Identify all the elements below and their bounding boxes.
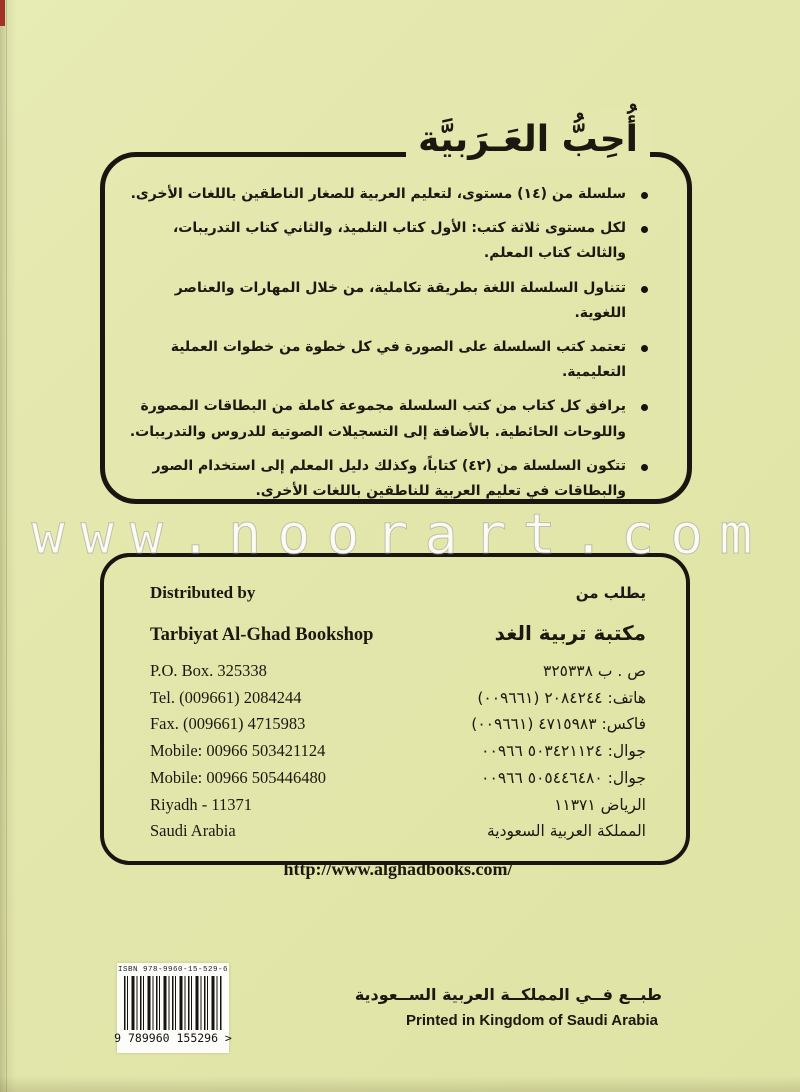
city-ar: الرياض ١١٣٧١ [554, 795, 646, 814]
contact-row-fax [150, 711, 646, 738]
country-en: Saudi Arabia [150, 821, 236, 841]
bullet-text: تتناول السلسلة اللغة بطريقة تكاملية، من خلال المهارات والعناصر اللغوية. [174, 279, 626, 321]
contact-row-tel [150, 685, 646, 712]
series-bullet-list [128, 182, 648, 513]
bullet-text: يرافق كل كتاب من كتب السلسلة مجموعة كاملة من البطاقات المصورة واللوحات الحائطية. بالأضافة إلى التسجيلات الصوتية للدروس والتدريبات. [129, 398, 626, 440]
page-edge-red-mark [0, 0, 5, 26]
bookshop-name-ar: مكتبة تربية الغد [494, 621, 646, 645]
mobile2-ar: جوال: ٥٠٥٤٤٦٤٨٠ ٠٠٩٦٦ [481, 768, 646, 787]
isbn-barcode [114, 963, 232, 1053]
bullet-text: سلسلة من (١٤) مستوى، لتعليم العربية للصغار الناطقين باللغات الأخرى. [130, 186, 626, 202]
distributed-by-label: Distributed by [150, 583, 256, 602]
bullet-icon [641, 286, 648, 293]
bullet-icon [641, 345, 648, 352]
mobile1-en: Mobile: 00966 503421124 [150, 741, 326, 761]
pobox-ar: ص . ب ٣٢٥٣٣٨ [543, 662, 646, 680]
barcode-number: 9 789960 155296 > [114, 1031, 232, 1045]
bullet-icon [641, 404, 648, 411]
mobile2-en: Mobile: 00966 505446480 [150, 767, 326, 787]
printed-in-en: Printed in Kingdom of Saudi Arabia [406, 1012, 658, 1029]
list-item [128, 216, 648, 266]
bullet-text: تتكون السلسلة من (٤٢) كتاباً، وكذلك دليل المعلم إلى استخدام الصور والبطاقات في تعليم العربية للناطقين باللغات الأخرى. [152, 457, 626, 499]
website-url: http://www.alghadbooks.com/ [283, 859, 513, 880]
bullet-text: لكل مستوى ثلاثة كتب: الأول كتاب التلميذ، والثاني كتاب التدريبات، والثالث كتاب المعلم. [172, 220, 626, 262]
contact-row-mobile1 [150, 738, 646, 765]
bullet-icon [641, 226, 648, 233]
printed-in-block [354, 985, 662, 1029]
pobox-en: P.O. Box. 325338 [150, 661, 267, 680]
bullet-text: تعتمد كتب السلسلة على الصورة في كل خطوة من خطوات العملية التعليمية. [170, 338, 626, 381]
distributor-panel [100, 553, 690, 880]
contact-row-city [150, 792, 646, 819]
bullet-icon [641, 464, 648, 471]
tel-en: Tel. (009661) 2084244 [150, 687, 302, 707]
series-title: أُحِبُّ العَـرَبيَّة [406, 108, 650, 170]
list-item [128, 182, 648, 207]
bullet-icon [641, 192, 648, 199]
page-bottom-edge-shadow [0, 1076, 800, 1092]
list-item [128, 276, 648, 326]
distributed-by-label-ar: يطلب من [575, 584, 646, 602]
list-item [128, 454, 648, 504]
tel-ar: هاتف: ٢٠٨٤٢٤٤ (٠٠٩٦٦١) [477, 688, 646, 707]
bookshop-name-en: Tarbiyat Al-Ghad Bookshop [150, 625, 374, 645]
fax-en: Fax. (009661) 4715983 [150, 714, 306, 734]
city-en: Riyadh - 11371 [150, 794, 253, 814]
barcode-bars-icon [124, 976, 222, 1030]
country-ar: المملكة العربية السعودية [486, 822, 646, 841]
list-item [128, 335, 648, 385]
noorart-watermark: www.noorart.com [31, 502, 769, 566]
distributor-name-row [150, 621, 646, 646]
list-item [128, 394, 648, 444]
contact-row-mobile2 [150, 765, 646, 792]
mobile1-ar: جوال: ٥٠٣٤٢١١٢٤ ٠٠٩٦٦ [481, 742, 646, 761]
page-crease-line [6, 0, 7, 1092]
fax-ar: فاكس: ٤٧١٥٩٨٣ (٠٠٩٦٦١) [471, 715, 646, 734]
contact-row-pobox [150, 658, 646, 685]
printed-in-ar: طبــع فــي المملكــة العربية الســعودية [354, 985, 662, 1004]
distributor-heading-row [150, 583, 646, 603]
contact-row-country [150, 818, 646, 845]
isbn-label: ISBN 978-9960-15-529-6 [117, 966, 229, 974]
page-left-edge-shadow [0, 0, 16, 1092]
